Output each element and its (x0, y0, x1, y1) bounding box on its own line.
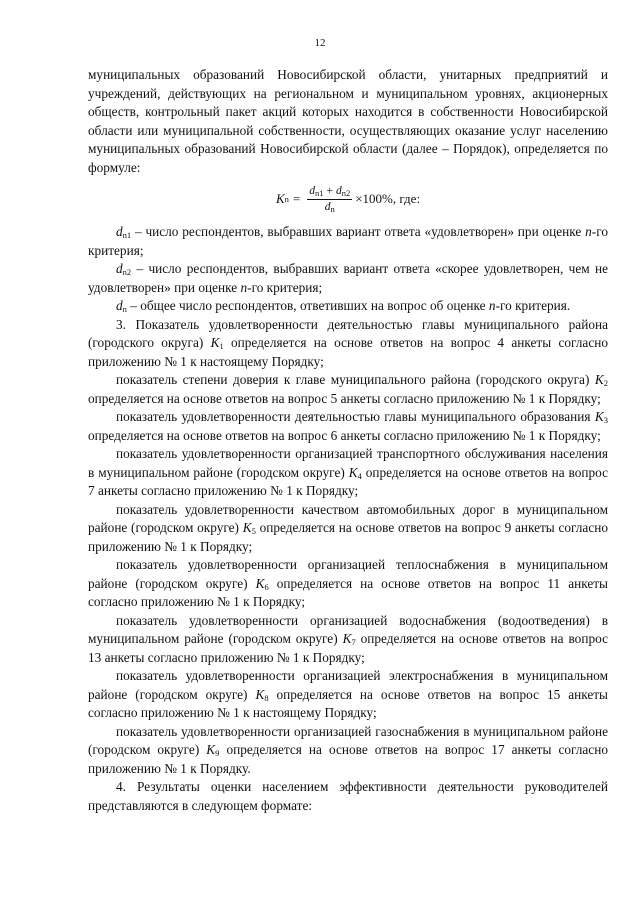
indicator-pre: показатель удовлетворенности деятельностью главы муниципального образования (116, 409, 595, 424)
formula-num-a: d (309, 184, 315, 197)
indicator-k7 (88, 612, 608, 668)
formula-plus: + (326, 184, 333, 197)
indicator-symbol: K (206, 742, 216, 757)
definition-dn2 (88, 260, 608, 297)
indicator-pre: показатель удовлетворенности организацией теплоснабжения в муниципальном районе (городском округе) (88, 557, 608, 591)
indicator-symbol: K (255, 575, 265, 591)
item-3-symbol: K (210, 335, 220, 350)
indicator-symbol-sub: 4 (357, 470, 362, 481)
indicator-k2 (88, 371, 608, 408)
def-text: – общее число респондентов, ответивших на вопрос об оценке (126, 298, 489, 313)
indicator-post: определяется на основе ответов на вопрос 11 анкеты согласно приложению № 1 к Порядку; (88, 575, 608, 609)
item-3-post: определяется на основе ответов на вопрос 4 анкеты согласно приложению № 1 к настоящему Порядку; (88, 335, 608, 369)
intro-paragraph: муниципальных образований Новосибирской области, унитарных предприятий и учреждений, действующих на региональном и муниципальном уровнях, акционерных обществ, контрольный пакет акций которых находится в собственности Новосибирской области или муниципальной собственности, осуществляющих оказание услуг населению муниципальных образований Новосибирской области (далее – Порядок), определяется по формуле: (88, 67, 608, 175)
indicator-post: определяется на основе ответов на вопрос 9 анкеты согласно приложению № 1 к Порядку; (88, 520, 608, 554)
indicator-symbol: K (255, 686, 265, 702)
indicator-symbol: K (342, 631, 352, 646)
formula-den: d (324, 200, 331, 213)
indicator-k5 (88, 501, 608, 557)
indicator-symbol-sub: 2 (603, 378, 608, 388)
def-symbol-sub: n2 (122, 267, 132, 277)
def-n: n (585, 224, 592, 239)
indicator-pre: показатель удовлетворенности организацией транспортного обслуживания населения в муниципальном районе (городском округе) (88, 446, 608, 480)
indicator-symbol-sub: 7 (351, 637, 356, 647)
indicator-symbol-sub: 6 (264, 581, 269, 592)
indicator-symbol: K (594, 409, 604, 424)
def-symbol: d (116, 261, 123, 276)
def-text: – число респондентов, выбравших вариант ответа «скорее удовлетворен, чем не удовлетворен» при оценке (88, 261, 608, 295)
def-symbol-sub: n1 (122, 230, 132, 240)
def-symbol-sub: n (122, 304, 127, 314)
indicator-symbol: K (594, 372, 604, 387)
indicator-symbol-sub: 5 (251, 526, 256, 536)
indicator-k6 (88, 556, 608, 612)
formula-lhs: K (275, 190, 285, 206)
indicator-pre: показатель удовлетворенности организацией электроснабжения в муниципальном районе (городском округе) (88, 668, 608, 702)
indicator-post: определяется на основе ответов на вопрос 7 анкеты согласно приложению № 1 к Порядку; (88, 464, 608, 498)
indicator-post: определяется на основе ответов на вопрос 15 анкеты согласно приложению № 1 к настоящему Порядку; (88, 686, 608, 720)
indicator-pre: показатель удовлетворенности организацией газоснабжения в муниципальном районе (городском округе) (88, 723, 608, 757)
formula: K n = $\frac{d_{n1} + d_{n2}}{d_n}$ ×100% , где: (275, 184, 421, 214)
item-3-pre: 3. Показатель удовлетворенности деятельностью главы муниципального района (городского округа) (88, 316, 608, 350)
item-3-paragraph (88, 316, 608, 372)
formula-multiplier: ×100% (355, 190, 393, 206)
indicator-symbol: K (348, 464, 358, 480)
definition-dn (88, 297, 608, 316)
indicator-post: определяется на основе ответов на вопрос 6 анкеты согласно приложению № 1 к Порядку; (88, 427, 601, 443)
indicator-post: определяется на основе ответов на вопрос 5 анкеты согласно приложению № 1 к Порядку; (88, 390, 601, 406)
indicator-post: определяется на основе ответов на вопрос 17 анкеты согласно приложению № 1 к Порядку. (88, 742, 608, 776)
formula-den-sub: n (330, 203, 335, 214)
indicator-pre: показатель удовлетворенности качеством автомобильных дорог в муниципальном районе (городском округе) (88, 501, 608, 535)
def-criterion: -го критерия; (247, 279, 323, 295)
formula-suffix: , где: (392, 190, 421, 206)
indicator-pre: показатель удовлетворенности организацией водоснабжения (водоотведения) в муниципальном районе (городском округе) (88, 612, 608, 646)
item-4-paragraph: 4. Результаты оценки населением эффективности деятельности руководителей представляются в следующем формате: (88, 779, 608, 813)
formula-num-a-sub: n1 (314, 187, 324, 198)
def-n: n (240, 279, 248, 295)
formula-numerator (307, 184, 352, 200)
formula-num-b: d (335, 184, 342, 197)
formula-denominator (323, 200, 337, 215)
indicator-pre: показатель степени доверия к главе муниципального района (городского округа) (116, 372, 595, 387)
definition-dn1 (88, 223, 608, 260)
indicator-k8 (88, 667, 608, 723)
item-3-symbol-sub: 1 (219, 341, 224, 351)
def-symbol: d (116, 298, 123, 313)
indicator-symbol-sub: 8 (264, 692, 269, 703)
indicator-symbol-sub: 9 (215, 748, 220, 758)
page-number: 12 (314, 37, 326, 49)
formula-equals: = (292, 190, 301, 206)
formula-num-b-sub: n2 (341, 187, 351, 198)
indicator-k3 (88, 408, 608, 445)
document-body (88, 66, 608, 815)
indicator-symbol-sub: 3 (603, 415, 608, 425)
indicator-k9 (88, 723, 608, 779)
indicator-post: определяется на основе ответов на вопрос 13 анкеты согласно приложению № 1 к Порядку; (88, 631, 608, 665)
def-text: – число респондентов, выбравших вариант ответа «удовлетворен» при оценке (131, 224, 586, 239)
formula-fraction (307, 184, 352, 215)
def-criterion: -го критерия. (495, 298, 571, 313)
indicator-symbol: K (242, 520, 252, 535)
def-symbol: d (116, 224, 123, 239)
indicator-k4 (88, 445, 608, 501)
def-n: n (488, 298, 496, 313)
def-criterion: -го критерия; (88, 224, 608, 258)
